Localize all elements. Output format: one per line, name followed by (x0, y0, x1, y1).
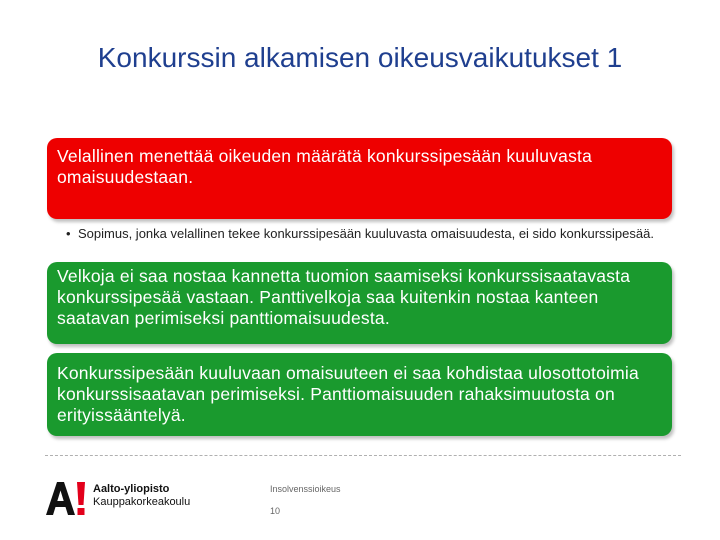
green-statement-text-1: Velkoja ei saa nostaa kannetta tuomion saamiseksi konkurssisaatavasta konkurssipesää vastaan. Panttivelkoja saa kuitenkin nostaa kanteen saatavan perimiseksi panttiomaisuudesta. (57, 266, 631, 328)
red-statement-box (47, 138, 672, 219)
bullet-marker: • (66, 226, 71, 241)
logo-name: Aalto-yliopisto (93, 483, 170, 495)
footer-divider (45, 455, 681, 456)
footer-course-name: Insolvenssioikeus (270, 484, 341, 494)
aalto-logo-mark (45, 480, 87, 516)
red-statement-text: Velallinen menettää oikeuden määrätä konkurssipesään kuuluvasta omaisuudestaan. (57, 146, 593, 187)
logo-subtitle: Kauppakorkeakoulu (93, 496, 191, 508)
green-statement-text-2: Konkurssipesään kuuluvaan omaisuuteen ei saa kohdistaa ulosottotoimia konkurssisaatavan perimiseksi. Panttiomaisuuden rahaksimuutosta on erityissääntelyä. (57, 363, 639, 425)
sub-bullet (66, 226, 666, 241)
sub-bullet-text: Sopimus, jonka velallinen tekee konkurssipesään kuuluvasta omaisuudesta, ei sido konkurssipesää. (78, 226, 654, 241)
green-statement-box-1 (47, 262, 672, 344)
page-number: 10 (270, 506, 281, 516)
aalto-logo (45, 480, 215, 520)
green-statement-box-2 (47, 353, 672, 436)
slide-title: Konkurssin alkamisen oikeusvaikutukset 1 (97, 42, 623, 73)
